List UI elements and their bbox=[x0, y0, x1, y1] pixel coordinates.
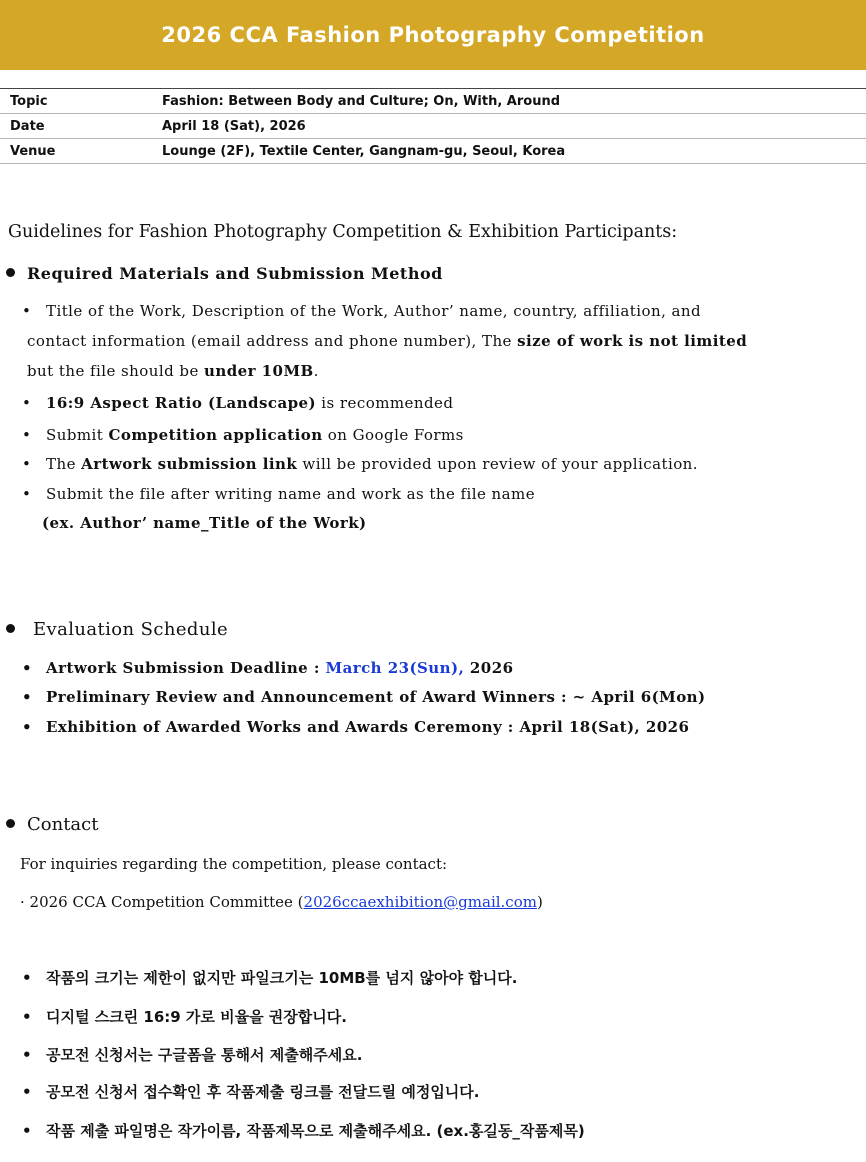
filename-example: (ex. Author’ name_Title of the Work) bbox=[42, 514, 367, 532]
list-item-emphasis: Competition application bbox=[108, 426, 323, 444]
page-title: 2026 CCA Fashion Photography Competition bbox=[161, 23, 705, 47]
korean-note-text: 작품의 크기는 제한이 없지만 파일크기는 10MB를 넘지 않아야 합니다. bbox=[46, 969, 518, 987]
bullet-icon: • bbox=[22, 1083, 32, 1101]
info-key: Venue bbox=[10, 143, 56, 159]
list-item-text: Preliminary Review and Announcement of Award Winners : ~ April 6(Mon) bbox=[46, 688, 706, 706]
info-row-topic bbox=[0, 89, 866, 114]
deadline-date: March 23(Sun), bbox=[325, 659, 465, 677]
bullet-icon: • bbox=[22, 485, 32, 503]
contact-committee-text: ) bbox=[536, 893, 543, 911]
info-value: April 18 (Sat), 2026 bbox=[162, 118, 306, 134]
korean-note-text: 공모전 신청서는 구글폼을 통해서 제출해주세요. bbox=[46, 1046, 363, 1064]
korean-note bbox=[22, 1120, 585, 1141]
bullet-icon: • bbox=[22, 426, 32, 444]
info-key: Topic bbox=[10, 93, 48, 109]
list-item-text: Title of the Work, Description of the Work, Author’ name, country, affiliation, and bbox=[46, 302, 702, 320]
list-item bbox=[22, 485, 535, 503]
info-value: Lounge (2F), Textile Center, Gangnam-gu, Seoul, Korea bbox=[162, 143, 566, 159]
info-table bbox=[0, 88, 866, 164]
info-key: Date bbox=[10, 118, 45, 134]
list-item-text: Submit bbox=[46, 426, 109, 444]
info-row-date bbox=[0, 114, 866, 139]
list-item-text: contact information (email address and phone number), The bbox=[27, 332, 518, 350]
list-item bbox=[22, 394, 453, 412]
bullet-icon bbox=[6, 819, 15, 828]
korean-note-text: 작품 제출 파일명은 작가이름, 작품제목으로 제출해주세요. (ex.홍길동_작품제목) bbox=[46, 1122, 585, 1140]
list-item-text: Submit the file after writing name and work as the file name bbox=[46, 485, 536, 503]
list-item-emphasis: 16:9 Aspect Ratio (Landscape) bbox=[46, 394, 317, 412]
contact-heading bbox=[6, 814, 98, 835]
list-item-text: will be provided upon review of your application. bbox=[297, 455, 699, 473]
korean-note bbox=[22, 1081, 480, 1102]
korean-note-text: 디지털 스크린 16:9 가로 비율을 권장합니다. bbox=[46, 1008, 347, 1026]
email-link[interactable]: 2026ccaexhibition@gmail.com bbox=[303, 893, 537, 911]
list-item bbox=[22, 455, 698, 473]
bullet-icon bbox=[6, 268, 15, 277]
bullet-icon: • bbox=[22, 688, 33, 706]
list-item-text: The bbox=[46, 455, 82, 473]
info-row-venue bbox=[0, 139, 866, 164]
list-item-text: Exhibition of Awarded Works and Awards Ceremony : April 18(Sat), 2026 bbox=[46, 718, 690, 736]
list-item-emphasis: under 10MB bbox=[204, 362, 314, 380]
list-item-text: is recommended bbox=[316, 394, 454, 412]
contact-heading-text: Contact bbox=[27, 814, 99, 835]
contact-committee-text: · 2026 CCA Competition Committee ( bbox=[20, 893, 304, 911]
korean-note bbox=[22, 1044, 362, 1065]
evaluation-heading bbox=[6, 619, 228, 640]
required-heading bbox=[6, 264, 443, 283]
bullet-icon: • bbox=[22, 394, 32, 412]
bullet-icon: • bbox=[22, 1122, 32, 1140]
list-item bbox=[22, 302, 701, 320]
list-item-emphasis: Artwork submission link bbox=[81, 455, 298, 473]
contact-committee bbox=[20, 893, 543, 911]
list-item bbox=[22, 718, 689, 736]
contact-intro: For inquiries regarding the competition, please contact: bbox=[20, 855, 448, 873]
evaluation-heading-text: Evaluation Schedule bbox=[33, 619, 229, 640]
required-heading-text: Required Materials and Submission Method bbox=[27, 264, 443, 283]
list-item-text: . bbox=[313, 362, 319, 380]
bullet-icon: • bbox=[22, 455, 32, 473]
bullet-icon bbox=[6, 624, 15, 633]
list-item-continuation bbox=[27, 332, 747, 350]
bullet-icon: • bbox=[22, 1046, 32, 1064]
guidelines-title: Guidelines for Fashion Photography Competition & Exhibition Participants: bbox=[8, 222, 678, 242]
list-item-text: Artwork Submission Deadline : bbox=[46, 659, 326, 677]
bullet-icon: • bbox=[22, 659, 33, 677]
list-item-text: on Google Forms bbox=[322, 426, 464, 444]
bullet-icon: • bbox=[22, 302, 32, 320]
korean-note bbox=[22, 1006, 347, 1027]
title-banner bbox=[0, 0, 866, 70]
bullet-icon: • bbox=[22, 1008, 32, 1026]
list-item bbox=[22, 688, 706, 706]
list-item-text: 2026 bbox=[464, 659, 514, 677]
korean-note-text: 공모전 신청서 접수확인 후 작품제출 링크를 전달드릴 예정입니다. bbox=[46, 1083, 480, 1101]
bullet-icon: • bbox=[22, 718, 33, 736]
list-item-text: but the file should be bbox=[27, 362, 204, 380]
info-value: Fashion: Between Body and Culture; On, With, Around bbox=[162, 93, 561, 109]
list-item-continuation bbox=[27, 362, 319, 380]
list-item-emphasis: size of work is not limited bbox=[517, 332, 748, 350]
korean-note bbox=[22, 967, 517, 988]
list-item bbox=[22, 426, 464, 444]
bullet-icon: • bbox=[22, 969, 32, 987]
list-item bbox=[22, 659, 513, 677]
